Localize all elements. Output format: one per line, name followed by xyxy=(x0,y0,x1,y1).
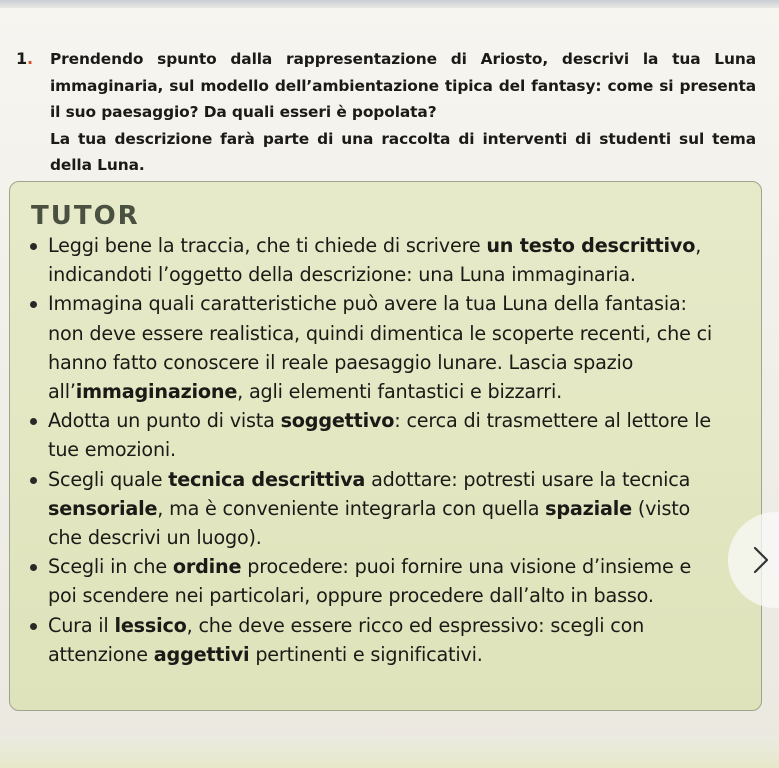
tutor-item-4: Scegli quale tecnica descrittiva adottare: potresti usare la tecnica sensoriale, ma è conveniente integrarla con quella spaziale (visto che descrivi un luogo). xyxy=(24,465,714,553)
chevron-right-icon xyxy=(753,546,769,574)
exercise-text xyxy=(50,46,756,179)
bullet-icon xyxy=(30,243,37,250)
bottom-edge xyxy=(0,736,779,768)
tutor-title: TUTOR xyxy=(31,201,140,231)
bullet-icon xyxy=(30,301,37,308)
exercise-number: 1. xyxy=(16,49,34,68)
tutor-list xyxy=(24,231,714,669)
exercise-prompt: Prendendo spunto dalla rappresentazione di Ariosto, descrivi la tua Luna immaginaria, sul modello dell’ambientazione tipica del fantasy: come si presenta il suo paesaggio? Da quali esseri è popolata? xyxy=(50,50,756,121)
bullet-icon xyxy=(30,418,37,425)
bullet-icon xyxy=(30,623,37,630)
tutor-item-2: Immagina quali caratteristiche può avere la tua Luna della fantasia: non deve essere realistica, quindi dimentica le scoperte recenti, che ci hanno fatto conoscere il reale paesaggio lunare. Lascia spazio all’immaginazione, agli elementi fantastici e bizzarri. xyxy=(24,289,714,406)
tutor-item-6: Cura il lessico, che deve essere ricco ed espressivo: scegli con attenzione aggettivi pertinenti e significativi. xyxy=(24,611,714,669)
tutor-item-3: Adotta un punto di vista soggettivo: cerca di trasmettere al lettore le tue emozioni. xyxy=(24,406,714,464)
bullet-icon xyxy=(30,477,37,484)
top-edge xyxy=(0,0,779,8)
bullet-icon xyxy=(30,564,37,571)
exercise-note: La tua descrizione farà parte di una raccolta di interventi di studenti sul tema della Luna. xyxy=(50,129,756,174)
tutor-box xyxy=(9,181,762,711)
tutor-item-1: Leggi bene la traccia, che ti chiede di scrivere un testo descrittivo, indicandoti l’oggetto della descrizione: una Luna immaginaria. xyxy=(24,231,714,289)
exercise-1 xyxy=(16,46,756,179)
tutor-item-5: Scegli in che ordine procedere: puoi fornire una visione d’insieme e poi scendere nei particolari, oppure procedere dall’alto in basso. xyxy=(24,552,714,610)
